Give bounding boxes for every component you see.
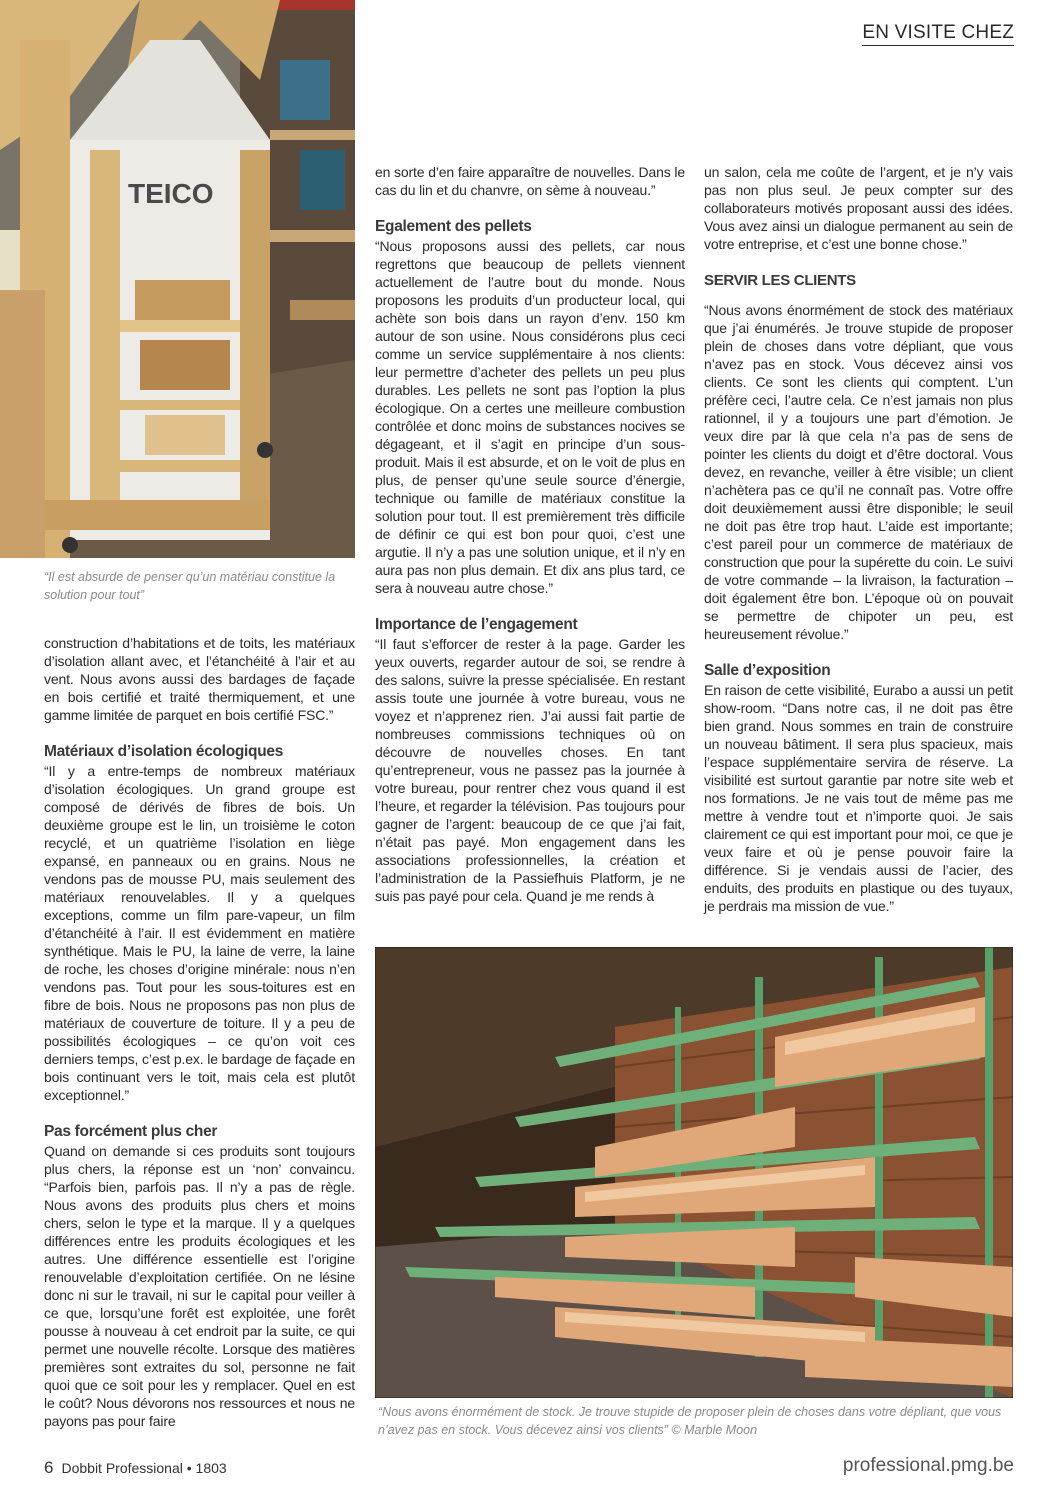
showroom-photo — [0, 0, 355, 558]
warehouse-photo — [375, 947, 1013, 1398]
column-1 — [44, 634, 355, 1430]
column-2 — [375, 163, 685, 905]
publication-name: Dobbit Professional • 1803 — [61, 1460, 227, 1476]
heading-cher: Pas forcément plus cher — [44, 1123, 218, 1140]
heading-salle: Salle d’exposition — [704, 662, 831, 679]
footer-left — [44, 1458, 227, 1478]
teico-sign: TEICO — [128, 178, 214, 209]
bottom-photo-caption: “Nous avons énormément de stock. Je trouve stupide de proposer plein de choses dans votre dépliant, que vous n’avez pas en stock. Vous décevez ainsi vos clients” © Marble Moon — [378, 1405, 1002, 1437]
section-label: EN VISITE CHEZ — [862, 22, 1014, 46]
page-number: 6 — [44, 1458, 54, 1477]
col2-pellets-text: “Nous proposons aussi des pellets, car nous regrettons que beaucoup de pellets viennent actuellement de l’autre bout du monde. Nous proposons les produits d’un producteur local, qui achète son bois dans un rayon d’env. 150 km autour de son usine. Nous considérons plus ceci comme un service supplémentaire à nos clients: leur permettre d’acheter des pellets un peu plus durables. Les pellets ne sont pas l’option la plus écologique. On a certes une meilleure combustion contrôlée et donc moins de substances nocives se dégageant, et il s’agit en principe d’un sous-produit. Mais il est absurde, et on le voit de plus en plus, de penser qu’une seule source d’énergie, technique ou famille de matériaux constitue la solution pour tout. Il est premièrement très difficile de définir ce qui est bon pour quoi, c’est une argutie. Il n’y a pas une solution unique, et il n’y en aura pas non plus demain. Et dix ans plus tard, ce sera à nouveau autre chose.” — [375, 238, 685, 596]
heading-clients: SERVIR LES CLIENTS — [704, 272, 856, 289]
col3-salle-text: En raison de cette visibilité, Eurabo a aussi un petit show-room. “Dans notre cas, il ne doit pas être bien grand. Nous sommes en train de construire un nouveau bâtiment. Il sera plus spacieux, mais l’espace supplémentaire servira de réserve. La visibilité est surtout garantie par notre site web et nos formations. Je ne vais tout de même pas me mettre à vendre tout et n’importe quoi. Je sais clairement ce qui est important pour moi, ce que je veux faire et où je pense pouvoir faire la différence. Si je vendais aussi de l’acier, des enduits, des produits en plastique ou des tuyaux, je perdrais ma mission de vue.” — [704, 682, 1013, 914]
col1-isolation-text: “Il y a entre-temps de nombreux matériaux d’isolation écologiques. Un grand groupe est composé de dérivés de fibres de bois. Un deuxième groupe est le lin, un troisième le coton recyclé, et un quatrième l’isolation en liège expansé, en panneaux ou en grains. Nous ne vendons pas de mousse PU, mais seulement des matériaux renouvelables. Il y a quelques exceptions, comme un film pare-vapeur, un film d’étanchéité à l’air. Il est évidemment en matière synthétique. Mais le PU, la laine de verre, la laine de roche, les choses d’origine minérale: nous n’en vendons pas. Tout pour les sous-toitures est en fibre de bois. Nous ne proposons pas non plus de matériaux de couverture de toiture. Il y a peu de possibilités écologiques – ce qu’on voit ces derniers temps, c’est p.ex. le bardage de façade en bois continuant vers le toit, mais cela est plutôt exceptionnel.” — [44, 763, 355, 1103]
col2-intro: en sorte d’en faire apparaître de nouvelles. Dans le cas du lin et du chanvre, on sème à nouveau.” — [375, 164, 685, 198]
heading-isolation: Matériaux d’isolation écologiques — [44, 743, 284, 760]
heading-pellets: Egalement des pellets — [375, 218, 532, 235]
top-photo-caption: “Il est absurde de penser qu’un matériau constitue la solution pour tout” — [44, 570, 336, 602]
heading-engagement: Importance de l’engagement — [375, 616, 578, 633]
col2-engagement-text: “Il faut s’efforcer de rester à la page. Garder les yeux ouverts, regarder autour de soi, se rendre à des salons, suivre la presse spécialisée. En restant assis toute une journée à votre bureau, vous ne voyez et n’apprenez rien. J’ai aussi fait partie de nombreuses commissions techniques où on découvre de nouvelles choses. En tant qu’entrepreneur, vous ne passez pas la journée à votre bureau, pour rentrer chez vous quand il est l’heure, et regarder la télévision. Pas toujours pour gagner de l’argent: beaucoup de ce que j’ai fait, n’était pas payé. Mon engagement dans les associations professionnelles, la création et l’administration de la Passiefhuis Platform, je ne suis pas payé pour cela. Quand je me rends à — [375, 636, 685, 904]
website-link[interactable]: professional.pmg.be — [842, 1455, 1014, 1476]
col1-cher-text: Quand on demande si ces produits sont toujours plus chers, la réponse est un ‘non’ convaincu. “Parfois bien, parfois pas. Il n’y a pas de règle. Nous avons des produits plus chers et moins chers, selon le type et la marque. Il y a quelques différences entre les produits écologiques et les autres. Une différence essentielle est l’origine renouvelable d’exploitation certifiée. On ne lésine donc ni sur le travail, ni sur le capital pour veiller à ce que, lorsqu’une forêt est exploitée, une forêt pousse à nouveau à cet endroit par la suite, ce qui permet une nouvelle récolte. Lorsque des matières premières sont extraites du sol, personne ne fait quoi que ce soit pour les y remplacer. Quel en est le coût? Nous dévorons nos ressources et nous ne payons pas pour faire — [44, 1143, 355, 1429]
col3-intro: un salon, cela me coûte de l’argent, et je n’y vais pas non plus seul. Je peux compter sur des collaborateurs motivés proposant aussi des idées. Vous avez ainsi un dialogue permanent au sein de votre entreprise, et c’est une bonne chose.” — [704, 164, 1013, 252]
col1-intro: construction d’habitations et de toits, les matériaux d’isolation allant avec, et l’étanchéité à l’air et au vent. Nous avons aussi des bardages de façade en bois certifié et traité thermiquement, et une gamme limitée de parquet en bois certifié FSC.” — [44, 635, 355, 723]
col3-clients-text: “Nous avons énormément de stock des matériaux que j’ai énumérés. Je trouve stupide de proposer plein de choses dans votre dépliant, que vous n’avez pas en stock. Vous décevez ainsi vos clients. Ce sont les clients qui comptent. L’un préfère ceci, l’autre cela. Ce n’est jamais non plus rationnel, il y a toujours une part d’émotion. Je veux dire par là que cela n’a pas de sens de pointer les clients du doigt et d’être doctoral. Vous devez, en revanche, veiller à être visible; un client n’achètera pas ce qu’il ne connaît pas. Votre offre doit deuxièmement aussi être disponible; le seuil ne doit pas être trop haut. L’aide est importante; c’est pareil pour un commerce de matériaux de construction que pour la supérette du coin. Le suivi de votre commande – la livraison, la facturation – doit également être bon. L’époque où on pouvait se permettre de chipoter un peu, est heureusement révolue.” — [704, 302, 1013, 642]
column-3 — [704, 163, 1013, 915]
